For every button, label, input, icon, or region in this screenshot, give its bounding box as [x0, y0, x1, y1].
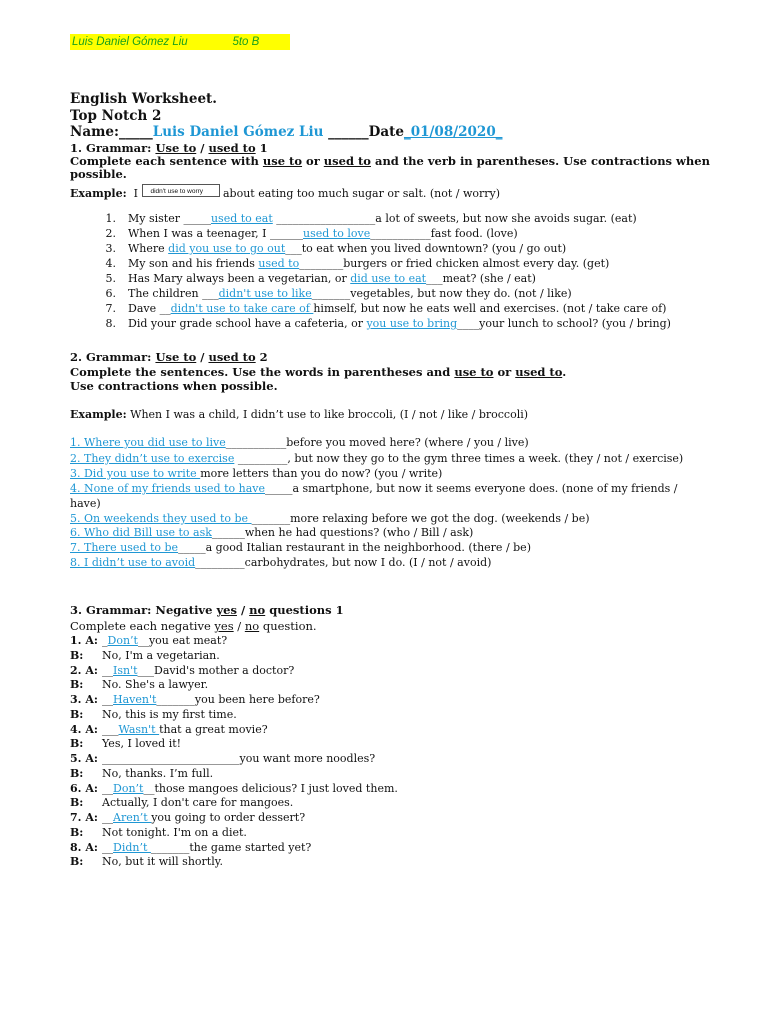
qa-answer: Don’t	[113, 781, 144, 795]
qa-text-pre: __	[102, 663, 113, 677]
item-text-post: ___________fast food. (love)	[370, 227, 518, 240]
section1-example: Example: I didn't use to worry about eating too much sugar or salt. (not / worry)	[70, 187, 500, 201]
list-item	[70, 497, 101, 511]
qa-label: B:	[70, 796, 84, 810]
qa-label: B:	[70, 707, 84, 721]
item-text-pre: Dave __	[128, 302, 171, 315]
header-grade: 5to B	[232, 36, 260, 48]
item-number: 6.	[105, 287, 116, 300]
item-text-post: ________burgers or fried chicken almost every day. (get)	[299, 257, 610, 270]
qa-text-post: _______you been here before?	[156, 693, 320, 706]
qa-label: B:	[70, 825, 84, 839]
list-item	[70, 452, 683, 466]
qa-label: B:	[70, 766, 84, 780]
item-text-post: _____a good Italian restaurant in the neighborhood. (there / be)	[178, 541, 531, 554]
item-text-post: have)	[70, 497, 101, 510]
qa-row	[70, 752, 375, 766]
qa-text-post: __those mangoes delicious? I just loved them.	[143, 781, 398, 795]
qa-answer: Isn't	[113, 663, 138, 677]
qa-text-pre: __	[102, 781, 113, 795]
item-answer: 7. There used to be	[70, 541, 179, 554]
item-text-post: _______more relaxing before we got the dog. (weekends / be)	[251, 512, 590, 525]
qa-text-post: __you eat meat?	[137, 634, 228, 647]
qa-label: 5. A:	[70, 752, 98, 765]
item-text-pre: My sister _____	[128, 212, 211, 225]
item-text-post: ___________before you moved here? (where / you / live)	[225, 436, 529, 449]
item-answer: 3. Did you use to write	[70, 467, 201, 480]
item-text-post: himself, but now he eats well and exercises. (not / take care of)	[313, 302, 667, 315]
qa-label: B:	[70, 678, 84, 692]
qa-label: B:	[70, 855, 84, 869]
list-item	[94, 242, 566, 256]
list-item	[94, 227, 518, 241]
list-item	[70, 526, 473, 540]
item-answer: used to	[258, 257, 300, 270]
worksheet-title: English Worksheet.	[70, 91, 217, 107]
qa-label: 4. A:	[70, 722, 98, 736]
item-text-post: _______vegetables, but now they do. (not / like)	[311, 287, 572, 300]
item-answer: used to love	[303, 227, 371, 240]
item-text-pre: My son and his friends	[128, 257, 259, 270]
worksheet-subtitle: Top Notch 2	[70, 108, 162, 124]
item-answer: did use to eat	[350, 272, 427, 285]
item-text-pre: The children ___	[128, 287, 219, 300]
list-item	[70, 436, 529, 450]
item-answer: didn't use to like	[218, 287, 312, 300]
qa-answer: Haven't	[113, 693, 157, 706]
item-text-post: ___meat? (she / eat)	[426, 272, 536, 285]
item-text-pre: Did your grade school have a cafeteria, or	[128, 317, 367, 330]
list-item	[94, 302, 666, 316]
list-item	[94, 287, 572, 301]
header-student-name: Luis Daniel Gómez Liu	[72, 36, 188, 48]
item-answer: 6. Who did Bill use to ask	[70, 526, 212, 539]
section3-heading: 3. Grammar: Negative yes / no questions 1	[70, 603, 344, 617]
qa-answer: Wasn't	[118, 722, 160, 736]
item-number: 3.	[105, 242, 116, 255]
item-text-pre: Where	[128, 242, 169, 255]
qa-text-pre: __	[102, 840, 113, 854]
qa-text-pre: ___	[102, 722, 119, 736]
item-answer: you use to bring	[366, 317, 458, 330]
qa-label: B:	[70, 648, 84, 662]
item-answer: didn't use to take care of	[170, 302, 314, 315]
qa-text-post: _______the game started yet?	[150, 840, 312, 854]
name-value: Luis Daniel Gómez Liu	[152, 124, 324, 140]
list-item	[94, 272, 536, 286]
qa-text-pre: Not tonight. I'm on a diet.	[102, 825, 247, 839]
list-item	[70, 512, 590, 526]
section2-example: Example: When I was a child, I didn’t use to like broccoli, (I / not / like / broccoli)	[70, 408, 529, 421]
section1-instructions: Complete each sentence with use to or used to and the verb in parentheses. Use contractions when	[70, 154, 710, 168]
item-answer: 2. They didn’t use to exercise	[70, 452, 235, 465]
item-number: 1.	[105, 212, 116, 225]
qa-text-pre: __	[102, 811, 113, 824]
item-number: 8.	[105, 317, 116, 330]
name-date-line: Name:_____Luis Daniel Gómez Liu ______Date_01/08/2020_	[70, 124, 503, 140]
date-value: _01/08/2020_	[403, 124, 503, 140]
qa-row	[70, 826, 247, 840]
item-answer: 1. Where you did use to live	[70, 436, 226, 449]
item-number: 4.	[105, 257, 116, 270]
item-text-pre: When I was a teenager, I ______	[128, 227, 304, 240]
qa-text-pre: Yes, I loved it!	[102, 737, 182, 751]
item-text-post: __________________a lot of sweets, but now she avoids sugar. (eat)	[272, 212, 637, 225]
qa-row	[70, 841, 311, 855]
qa-text-post: ___David's mother a doctor?	[137, 663, 295, 677]
qa-text-pre: _________________________you want more noodles?	[102, 752, 376, 765]
item-answer: 5. On weekends they used to be	[70, 512, 252, 525]
item-answer: 4. None of my friends used to have	[70, 482, 265, 495]
qa-row	[70, 767, 213, 781]
qa-text-pre: No. She's a lawyer.	[102, 678, 209, 692]
section2-instructions-cont: Use contractions when possible.	[70, 379, 278, 393]
qa-row	[70, 723, 268, 737]
qa-row	[70, 855, 223, 869]
item-text-post: ___to eat when you lived downtown? (you / go out)	[285, 242, 567, 255]
example-answer-box: didn't use to worry	[142, 184, 220, 197]
qa-label: 8. A:	[70, 840, 98, 854]
list-item	[70, 467, 442, 481]
section2-instructions: Complete the sentences. Use the words in parentheses and use to or used to.	[70, 365, 567, 379]
qa-row	[70, 664, 294, 678]
qa-text-pre: No, but it will shortly.	[102, 855, 223, 869]
item-text-post: _____a smartphone, but now it seems everyone does. (none of my friends /	[264, 482, 678, 495]
list-item	[70, 556, 491, 570]
qa-answer: Aren’t	[113, 811, 152, 824]
item-answer: 8. I didn’t use to avoid	[70, 556, 196, 569]
section1-heading: 1. Grammar: Use to / used to 1	[70, 141, 268, 155]
qa-row	[70, 649, 220, 663]
section1-instructions-cont: possible.	[70, 167, 127, 181]
item-answer: used to eat	[210, 212, 273, 225]
item-answer: did you use to go out	[168, 242, 286, 255]
qa-answer: Don’t	[107, 634, 138, 647]
item-text-post: ____your lunch to school? (you / bring)	[457, 317, 671, 330]
qa-row	[70, 708, 237, 722]
list-item	[70, 482, 678, 496]
list-item	[70, 541, 531, 555]
qa-row	[70, 737, 181, 751]
item-number: 7.	[105, 302, 116, 315]
item-text-post: ______when he had questions? (who / Bill / ask)	[211, 526, 474, 539]
qa-label: 3. A:	[70, 693, 98, 706]
qa-text-pre: _	[102, 634, 108, 647]
qa-row	[70, 782, 398, 796]
qa-label: 7. A:	[70, 811, 98, 824]
header-student-line	[70, 34, 290, 50]
qa-row	[70, 811, 305, 825]
qa-text-pre: No, I'm a vegetarian.	[102, 648, 220, 662]
qa-row	[70, 634, 227, 648]
qa-row	[70, 796, 293, 810]
qa-text-pre: No, thanks. I’m full.	[102, 766, 214, 780]
qa-text-pre: __	[102, 693, 113, 706]
section2-heading: 2. Grammar: Use to / used to 2	[70, 350, 268, 364]
qa-row	[70, 693, 320, 707]
qa-label: B:	[70, 737, 84, 751]
list-item	[94, 212, 637, 226]
list-item	[94, 257, 609, 271]
item-number: 2.	[105, 227, 116, 240]
qa-row	[70, 678, 208, 692]
qa-answer: Didn’t	[113, 840, 151, 854]
item-number: 5.	[105, 272, 116, 285]
qa-label: 1. A:	[70, 634, 98, 647]
qa-text-pre: No, this is my first time.	[102, 707, 237, 721]
list-item	[94, 317, 671, 331]
section3-instructions: Complete each negative yes / no question.	[70, 619, 317, 633]
item-text-post: _________, but now they go to the gym three times a week. (they / not / exercise)	[234, 452, 684, 465]
qa-text-post: that a great movie?	[159, 722, 268, 736]
qa-text-post: you going to order dessert?	[151, 811, 306, 824]
qa-label: 2. A:	[70, 663, 98, 677]
qa-label: 6. A:	[70, 781, 98, 795]
qa-text-pre: Actually, I don't care for mangoes.	[102, 796, 294, 810]
item-text-pre: Has Mary always been a vegetarian, or	[128, 272, 351, 285]
item-text-post: _________carbohydrates, but now I do. (I / not / avoid)	[195, 556, 492, 569]
item-text-post: more letters than you do now? (you / write)	[200, 467, 443, 480]
